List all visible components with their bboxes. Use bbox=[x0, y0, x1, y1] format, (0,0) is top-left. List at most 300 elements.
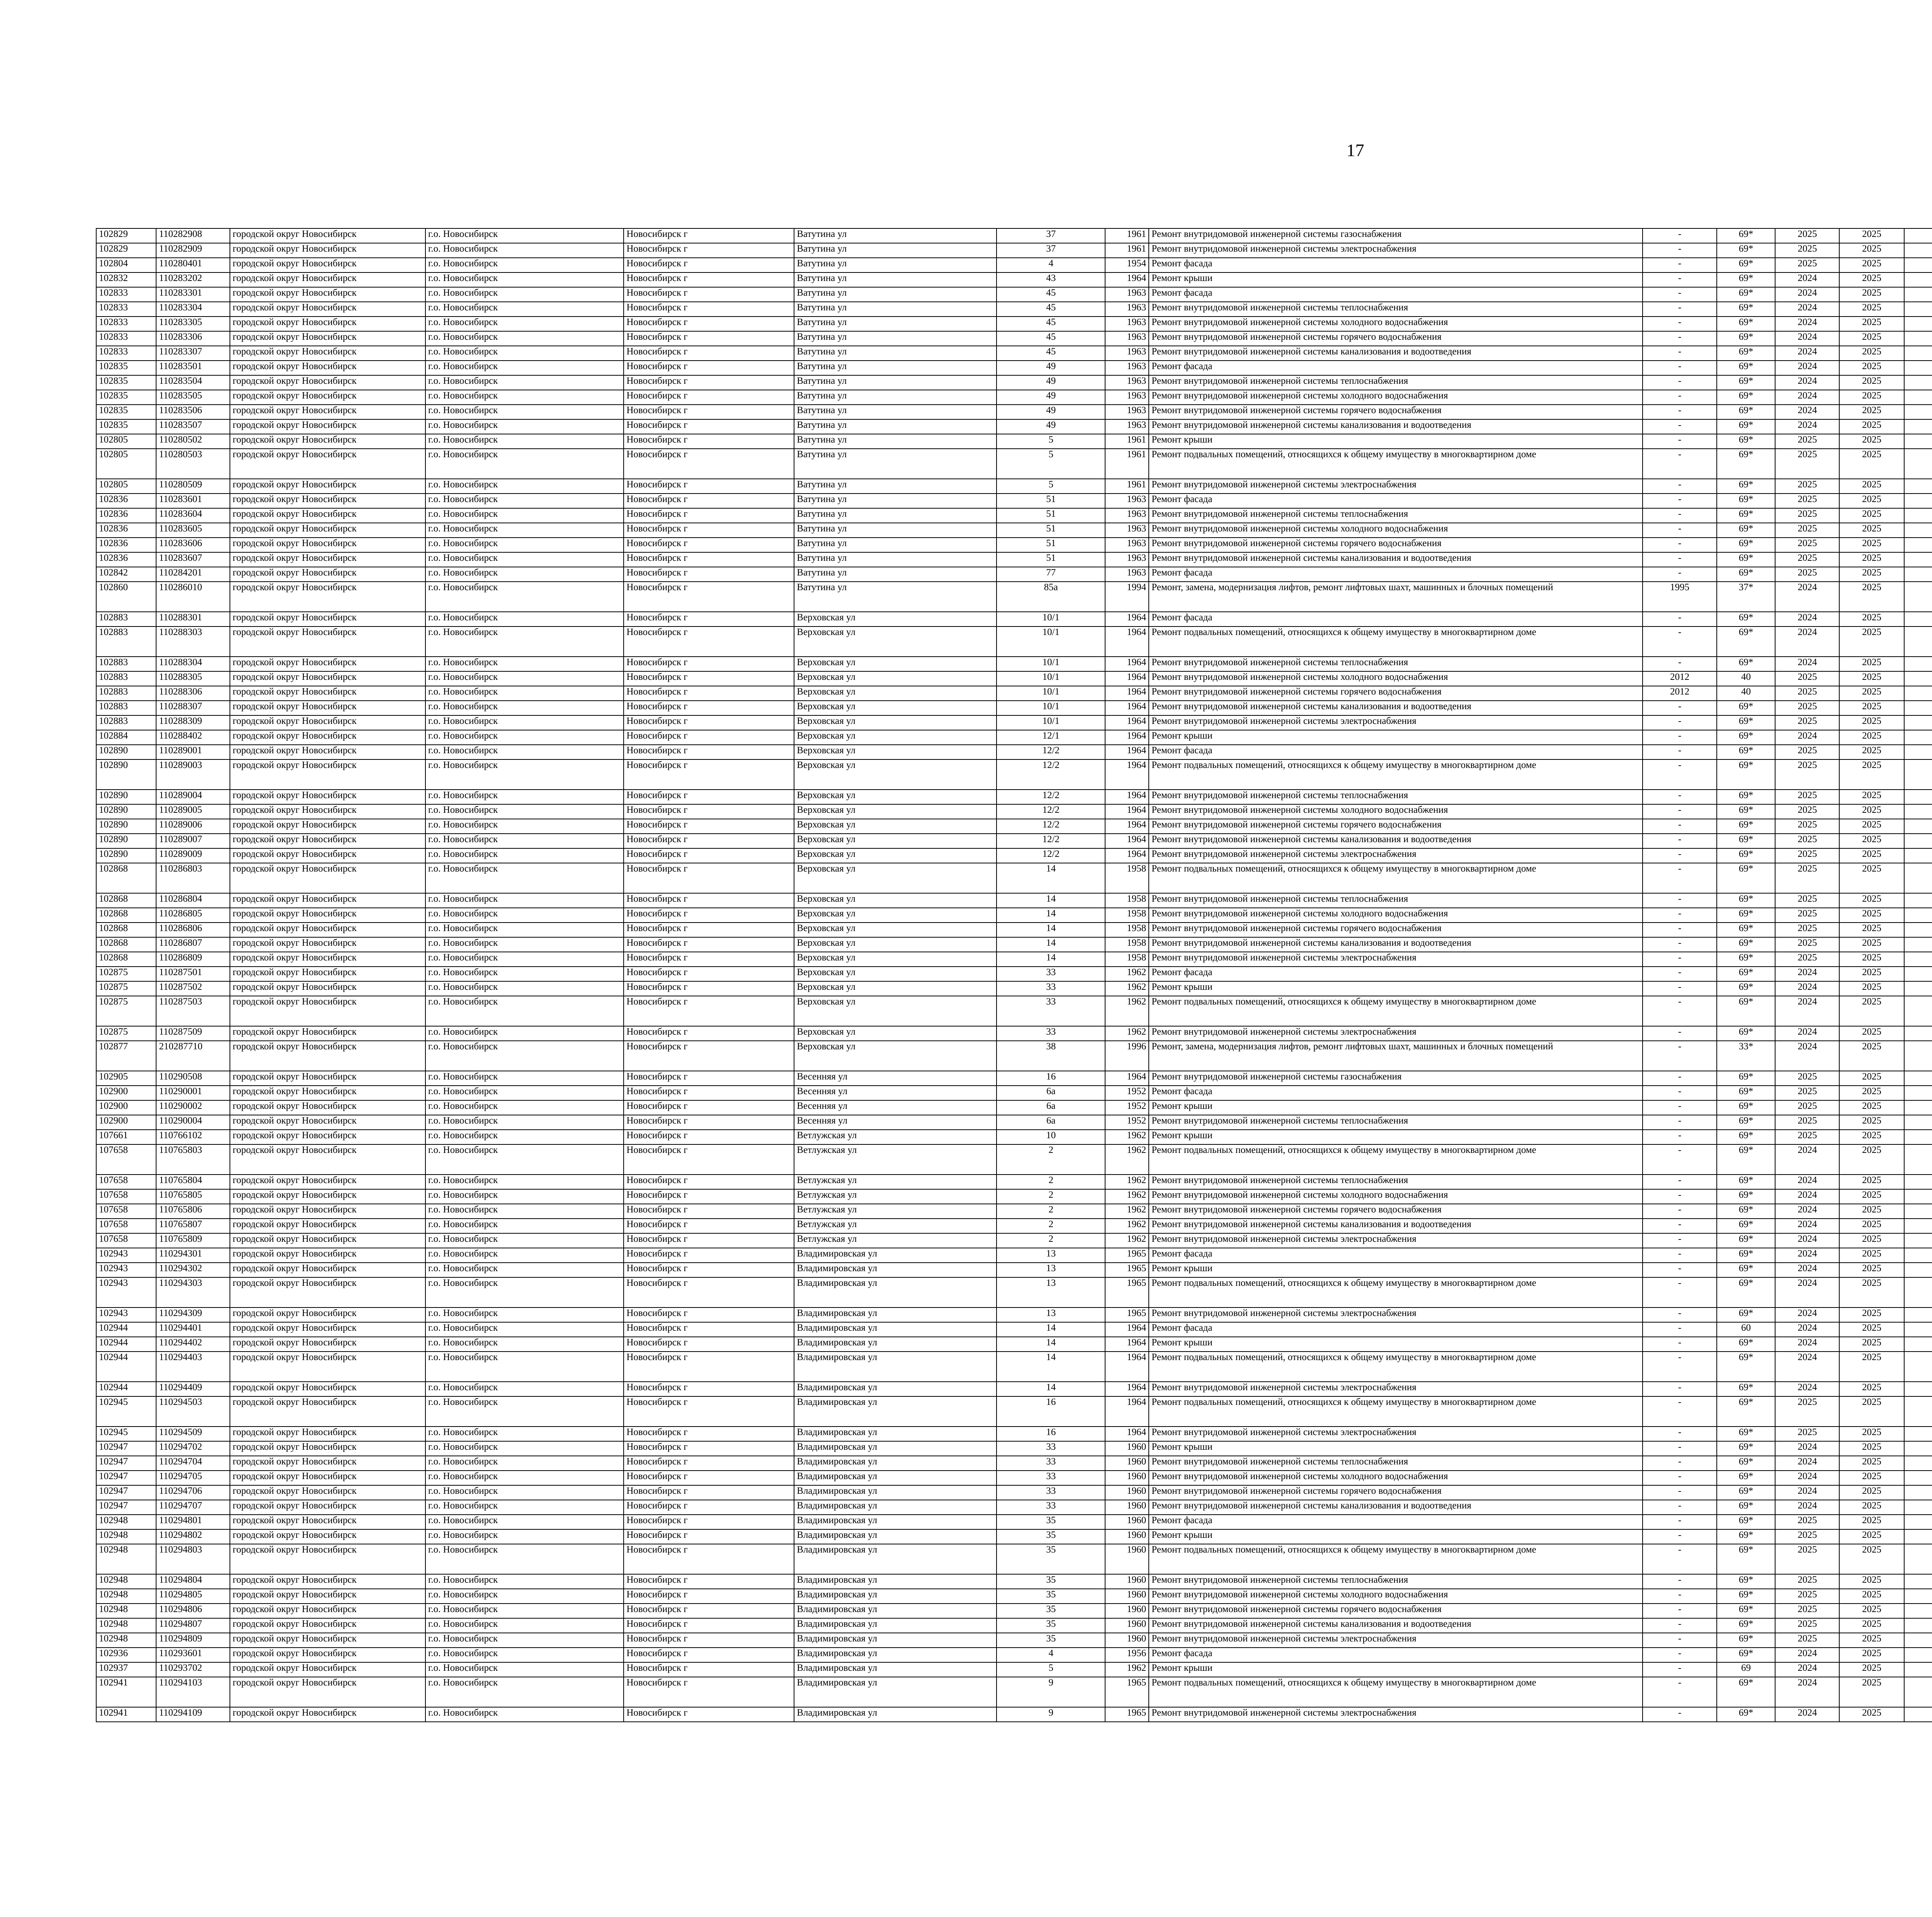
city-cell: Новосибирск г bbox=[624, 287, 794, 302]
cost-total-cell bbox=[1904, 1175, 1932, 1189]
cost-total-cell bbox=[1904, 657, 1932, 671]
last-repair-year-cell: - bbox=[1643, 1263, 1717, 1277]
work-type-cell: Ремонт внутридомовой инженерной системы канализования и водоотведения bbox=[1149, 1219, 1643, 1233]
finish-year-cell: 2025 bbox=[1839, 612, 1904, 627]
last-repair-year-cell: - bbox=[1643, 981, 1717, 996]
work-type-cell: Ремонт внутридомовой инженерной системы теплоснабжения bbox=[1149, 1175, 1643, 1189]
build-year-cell: 1962 bbox=[1105, 1219, 1149, 1233]
city-cell: Новосибирск г bbox=[624, 449, 794, 479]
house-number-cell: 51 bbox=[997, 523, 1105, 538]
table-row bbox=[96, 908, 1932, 923]
build-year-cell: 1960 bbox=[1105, 1544, 1149, 1574]
city-cell: Новосибирск г bbox=[624, 1175, 794, 1189]
work-type-cell: Ремонт внутридомовой инженерной системы теплоснабжения bbox=[1149, 1115, 1643, 1130]
city-cell: Новосибирск г bbox=[624, 996, 794, 1026]
cost-total-cell bbox=[1904, 701, 1932, 715]
table-row bbox=[96, 952, 1932, 967]
table-row bbox=[96, 449, 1932, 479]
city-cell: Новосибирск г bbox=[624, 701, 794, 715]
wear-cell: 69* bbox=[1717, 479, 1775, 494]
plan-year-cell: 2025 bbox=[1775, 258, 1839, 272]
street-cell: Владимировская ул bbox=[794, 1544, 997, 1574]
house-id-cell: 102948 bbox=[96, 1618, 156, 1633]
municipality-cell: г.о. Новосибирск bbox=[425, 405, 624, 419]
cost-total-cell bbox=[1904, 1041, 1932, 1071]
district-cell: городской округ Новосибирск bbox=[230, 1604, 425, 1618]
cost-total-cell bbox=[1904, 523, 1932, 538]
finish-year-cell: 2025 bbox=[1839, 730, 1904, 745]
plan-year-cell: 2025 bbox=[1775, 1529, 1839, 1544]
house-id-cell: 102890 bbox=[96, 745, 156, 759]
work-id-cell: 110294704 bbox=[156, 1456, 230, 1471]
table-row bbox=[96, 1352, 1932, 1382]
wear-cell: 69* bbox=[1717, 627, 1775, 657]
house-id-cell: 102868 bbox=[96, 923, 156, 937]
street-cell: Верховская ул bbox=[794, 834, 997, 848]
plan-year-cell: 2025 bbox=[1775, 923, 1839, 937]
last-repair-year-cell: 1995 bbox=[1643, 582, 1717, 612]
house-id-cell: 102868 bbox=[96, 863, 156, 893]
house-id-cell: 102948 bbox=[96, 1604, 156, 1618]
cost-total-cell bbox=[1904, 893, 1932, 908]
cost-total-cell bbox=[1904, 1604, 1932, 1618]
table-row bbox=[96, 612, 1932, 627]
wear-cell: 69* bbox=[1717, 952, 1775, 967]
table-row bbox=[96, 243, 1932, 258]
finish-year-cell: 2025 bbox=[1839, 657, 1904, 671]
street-cell: Весенняя ул bbox=[794, 1100, 997, 1115]
cost-total-cell bbox=[1904, 228, 1932, 243]
last-repair-year-cell: - bbox=[1643, 715, 1717, 730]
finish-year-cell: 2025 bbox=[1839, 390, 1904, 405]
work-id-cell: 110289005 bbox=[156, 804, 230, 819]
work-id-cell: 110286806 bbox=[156, 923, 230, 937]
wear-cell: 69* bbox=[1717, 243, 1775, 258]
work-id-cell: 110286804 bbox=[156, 893, 230, 908]
finish-year-cell: 2025 bbox=[1839, 893, 1904, 908]
house-number-cell: 9 bbox=[997, 1707, 1105, 1722]
work-id-cell: 110294707 bbox=[156, 1500, 230, 1515]
wear-cell: 69* bbox=[1717, 1471, 1775, 1485]
work-id-cell: 110293702 bbox=[156, 1662, 230, 1677]
work-type-cell: Ремонт внутридомовой инженерной системы холодного водоснабжения bbox=[1149, 1189, 1643, 1204]
plan-year-cell: 2024 bbox=[1775, 981, 1839, 996]
street-cell: Владимировская ул bbox=[794, 1441, 997, 1456]
work-type-cell: Ремонт фасада bbox=[1149, 1515, 1643, 1529]
work-id-cell: 110283307 bbox=[156, 346, 230, 361]
city-cell: Новосибирск г bbox=[624, 730, 794, 745]
municipality-cell: г.о. Новосибирск bbox=[425, 1189, 624, 1204]
plan-year-cell: 2024 bbox=[1775, 657, 1839, 671]
table-row bbox=[96, 671, 1932, 686]
house-number-cell: 10/1 bbox=[997, 657, 1105, 671]
city-cell: Новосибирск г bbox=[624, 804, 794, 819]
wear-cell: 69* bbox=[1717, 302, 1775, 317]
last-repair-year-cell: - bbox=[1643, 1086, 1717, 1100]
plan-year-cell: 2025 bbox=[1775, 1086, 1839, 1100]
plan-year-cell: 2024 bbox=[1775, 390, 1839, 405]
build-year-cell: 1960 bbox=[1105, 1485, 1149, 1500]
build-year-cell: 1962 bbox=[1105, 1204, 1149, 1219]
municipality-cell: г.о. Новосибирск bbox=[425, 1471, 624, 1485]
house-id-cell: 107661 bbox=[96, 1130, 156, 1144]
municipality-cell: г.о. Новосибирск bbox=[425, 317, 624, 331]
city-cell: Новосибирск г bbox=[624, 1233, 794, 1248]
city-cell: Новосибирск г bbox=[624, 1071, 794, 1086]
build-year-cell: 1962 bbox=[1105, 1662, 1149, 1677]
wear-cell: 69* bbox=[1717, 228, 1775, 243]
finish-year-cell: 2025 bbox=[1839, 1456, 1904, 1471]
house-number-cell: 35 bbox=[997, 1574, 1105, 1589]
municipality-cell: г.о. Новосибирск bbox=[425, 1396, 624, 1427]
build-year-cell: 1962 bbox=[1105, 1175, 1149, 1189]
plan-year-cell: 2025 bbox=[1775, 1633, 1839, 1648]
build-year-cell: 1960 bbox=[1105, 1500, 1149, 1515]
street-cell: Ветлужская ул bbox=[794, 1189, 997, 1204]
plan-year-cell: 2024 bbox=[1775, 1263, 1839, 1277]
district-cell: городской округ Новосибирск bbox=[230, 1515, 425, 1529]
finish-year-cell: 2025 bbox=[1839, 1337, 1904, 1352]
table-row bbox=[96, 552, 1932, 567]
street-cell: Верховская ул bbox=[794, 745, 997, 759]
work-id-cell: 110765806 bbox=[156, 1204, 230, 1219]
last-repair-year-cell: - bbox=[1643, 759, 1717, 790]
street-cell: Владимировская ул bbox=[794, 1574, 997, 1589]
plan-year-cell: 2025 bbox=[1775, 1515, 1839, 1529]
table-row bbox=[96, 937, 1932, 952]
house-id-cell: 107658 bbox=[96, 1219, 156, 1233]
street-cell: Ватутина ул bbox=[794, 287, 997, 302]
city-cell: Новосибирск г bbox=[624, 1618, 794, 1633]
build-year-cell: 1964 bbox=[1105, 1427, 1149, 1441]
finish-year-cell: 2025 bbox=[1839, 552, 1904, 567]
last-repair-year-cell: - bbox=[1643, 1026, 1717, 1041]
build-year-cell: 1960 bbox=[1105, 1515, 1149, 1529]
house-number-cell: 35 bbox=[997, 1529, 1105, 1544]
table-row bbox=[96, 1248, 1932, 1263]
house-id-cell: 102890 bbox=[96, 804, 156, 819]
plan-year-cell: 2025 bbox=[1775, 552, 1839, 567]
city-cell: Новосибирск г bbox=[624, 1382, 794, 1396]
work-id-cell: 110280503 bbox=[156, 449, 230, 479]
finish-year-cell: 2025 bbox=[1839, 804, 1904, 819]
table-row bbox=[96, 1427, 1932, 1441]
work-type-cell: Ремонт крыши bbox=[1149, 1441, 1643, 1456]
cost-total-cell bbox=[1904, 317, 1932, 331]
table-row bbox=[96, 893, 1932, 908]
plan-year-cell: 2025 bbox=[1775, 508, 1839, 523]
city-cell: Новосибирск г bbox=[624, 1544, 794, 1574]
work-id-cell: 110286809 bbox=[156, 952, 230, 967]
plan-year-cell: 2025 bbox=[1775, 567, 1839, 582]
last-repair-year-cell: - bbox=[1643, 1130, 1717, 1144]
cost-total-cell bbox=[1904, 1086, 1932, 1100]
last-repair-year-cell: - bbox=[1643, 567, 1717, 582]
work-type-cell: Ремонт внутридомовой инженерной системы канализования и водоотведения bbox=[1149, 346, 1643, 361]
house-id-cell: 102890 bbox=[96, 759, 156, 790]
municipality-cell: г.о. Новосибирск bbox=[425, 1337, 624, 1352]
last-repair-year-cell: - bbox=[1643, 1175, 1717, 1189]
work-type-cell: Ремонт внутридомовой инженерной системы электроснабжения bbox=[1149, 1026, 1643, 1041]
table-row bbox=[96, 745, 1932, 759]
last-repair-year-cell: - bbox=[1643, 937, 1717, 952]
build-year-cell: 1965 bbox=[1105, 1308, 1149, 1322]
work-id-cell: 110289007 bbox=[156, 834, 230, 848]
finish-year-cell: 2025 bbox=[1839, 317, 1904, 331]
street-cell: Владимировская ул bbox=[794, 1707, 997, 1722]
city-cell: Новосибирск г bbox=[624, 1337, 794, 1352]
work-id-cell: 110289001 bbox=[156, 745, 230, 759]
finish-year-cell: 2025 bbox=[1839, 908, 1904, 923]
wear-cell: 69* bbox=[1717, 730, 1775, 745]
work-id-cell: 110289009 bbox=[156, 848, 230, 863]
street-cell: Ватутина ул bbox=[794, 331, 997, 346]
house-number-cell: 2 bbox=[997, 1204, 1105, 1219]
build-year-cell: 1965 bbox=[1105, 1707, 1149, 1722]
work-id-cell: 110280401 bbox=[156, 258, 230, 272]
work-type-cell: Ремонт внутридомовой инженерной системы горячего водоснабжения bbox=[1149, 1604, 1643, 1618]
municipality-cell: г.о. Новосибирск bbox=[425, 1263, 624, 1277]
work-id-cell: 110294103 bbox=[156, 1677, 230, 1707]
street-cell: Владимировская ул bbox=[794, 1500, 997, 1515]
municipality-cell: г.о. Новосибирск bbox=[425, 346, 624, 361]
street-cell: Верховская ул bbox=[794, 715, 997, 730]
house-number-cell: 13 bbox=[997, 1277, 1105, 1308]
work-id-cell: 110289004 bbox=[156, 790, 230, 804]
finish-year-cell: 2025 bbox=[1839, 1589, 1904, 1604]
district-cell: городской округ Новосибирск bbox=[230, 1396, 425, 1427]
district-cell: городской округ Новосибирск bbox=[230, 686, 425, 701]
street-cell: Ватутина ул bbox=[794, 317, 997, 331]
plan-year-cell: 2024 bbox=[1775, 1662, 1839, 1677]
finish-year-cell: 2025 bbox=[1839, 1677, 1904, 1707]
plan-year-cell: 2024 bbox=[1775, 1648, 1839, 1662]
city-cell: Новосибирск г bbox=[624, 582, 794, 612]
work-id-cell: 110294803 bbox=[156, 1544, 230, 1574]
house-number-cell: 51 bbox=[997, 538, 1105, 552]
work-type-cell: Ремонт крыши bbox=[1149, 730, 1643, 745]
district-cell: городской округ Новосибирск bbox=[230, 1529, 425, 1544]
work-type-cell: Ремонт внутридомовой инженерной системы теплоснабжения bbox=[1149, 657, 1643, 671]
municipality-cell: г.о. Новосибирск bbox=[425, 1515, 624, 1529]
wear-cell: 69* bbox=[1717, 1485, 1775, 1500]
municipality-cell: г.о. Новосибирск bbox=[425, 1277, 624, 1308]
cost-total-cell bbox=[1904, 1662, 1932, 1677]
work-id-cell: 110280509 bbox=[156, 479, 230, 494]
finish-year-cell: 2025 bbox=[1839, 1618, 1904, 1633]
wear-cell: 69* bbox=[1717, 1219, 1775, 1233]
build-year-cell: 1964 bbox=[1105, 701, 1149, 715]
house-id-cell: 102833 bbox=[96, 331, 156, 346]
district-cell: городской округ Новосибирск bbox=[230, 1471, 425, 1485]
district-cell: городской округ Новосибирск bbox=[230, 567, 425, 582]
work-type-cell: Ремонт подвальных помещений, относящихся к общему имуществу в многоквартирном доме bbox=[1149, 627, 1643, 657]
district-cell: городской округ Новосибирск bbox=[230, 893, 425, 908]
house-id-cell: 102941 bbox=[96, 1677, 156, 1707]
work-id-cell: 110290002 bbox=[156, 1100, 230, 1115]
cost-total-cell bbox=[1904, 302, 1932, 317]
cost-total-cell bbox=[1904, 1071, 1932, 1086]
house-number-cell: 14 bbox=[997, 1382, 1105, 1396]
street-cell: Владимировская ул bbox=[794, 1529, 997, 1544]
work-id-cell: 110282908 bbox=[156, 228, 230, 243]
street-cell: Верховская ул bbox=[794, 996, 997, 1026]
plan-year-cell: 2024 bbox=[1775, 346, 1839, 361]
finish-year-cell: 2025 bbox=[1839, 1308, 1904, 1322]
table-row bbox=[96, 1544, 1932, 1574]
house-number-cell: 33 bbox=[997, 1456, 1105, 1471]
house-id-cell: 102833 bbox=[96, 287, 156, 302]
district-cell: городской округ Новосибирск bbox=[230, 908, 425, 923]
wear-cell: 69* bbox=[1717, 1337, 1775, 1352]
last-repair-year-cell: - bbox=[1643, 1456, 1717, 1471]
house-id-cell: 107658 bbox=[96, 1233, 156, 1248]
last-repair-year-cell: - bbox=[1643, 361, 1717, 375]
finish-year-cell: 2025 bbox=[1839, 1277, 1904, 1308]
work-type-cell: Ремонт внутридомовой инженерной системы горячего водоснабжения bbox=[1149, 1204, 1643, 1219]
build-year-cell: 1964 bbox=[1105, 819, 1149, 834]
district-cell: городской округ Новосибирск bbox=[230, 1115, 425, 1130]
work-type-cell: Ремонт крыши bbox=[1149, 1662, 1643, 1677]
build-year-cell: 1963 bbox=[1105, 331, 1149, 346]
table-row bbox=[96, 863, 1932, 893]
house-id-cell: 102833 bbox=[96, 317, 156, 331]
wear-cell: 69* bbox=[1717, 1071, 1775, 1086]
build-year-cell: 1964 bbox=[1105, 1322, 1149, 1337]
municipality-cell: г.о. Новосибирск bbox=[425, 1574, 624, 1589]
house-number-cell: 33 bbox=[997, 1485, 1105, 1500]
city-cell: Новосибирск г bbox=[624, 657, 794, 671]
build-year-cell: 1964 bbox=[1105, 790, 1149, 804]
district-cell: городской округ Новосибирск bbox=[230, 1071, 425, 1086]
municipality-cell: г.о. Новосибирск bbox=[425, 331, 624, 346]
plan-year-cell: 2024 bbox=[1775, 1308, 1839, 1322]
work-type-cell: Ремонт внутридомовой инженерной системы электроснабжения bbox=[1149, 243, 1643, 258]
street-cell: Ветлужская ул bbox=[794, 1233, 997, 1248]
city-cell: Новосибирск г bbox=[624, 1589, 794, 1604]
street-cell: Владимировская ул bbox=[794, 1604, 997, 1618]
work-id-cell: 110288304 bbox=[156, 657, 230, 671]
cost-total-cell bbox=[1904, 834, 1932, 848]
city-cell: Новосибирск г bbox=[624, 937, 794, 952]
street-cell: Верховская ул bbox=[794, 1041, 997, 1071]
plan-year-cell: 2025 bbox=[1775, 1071, 1839, 1086]
finish-year-cell: 2025 bbox=[1839, 1427, 1904, 1441]
district-cell: городской округ Новосибирск bbox=[230, 937, 425, 952]
street-cell: Верховская ул bbox=[794, 627, 997, 657]
table-row bbox=[96, 1707, 1932, 1722]
finish-year-cell: 2025 bbox=[1839, 1471, 1904, 1485]
build-year-cell: 1965 bbox=[1105, 1277, 1149, 1308]
district-cell: городской округ Новосибирск bbox=[230, 494, 425, 508]
street-cell: Владимировская ул bbox=[794, 1471, 997, 1485]
house-id-cell: 102944 bbox=[96, 1337, 156, 1352]
municipality-cell: г.о. Новосибирск bbox=[425, 908, 624, 923]
wear-cell: 69* bbox=[1717, 819, 1775, 834]
last-repair-year-cell: 2012 bbox=[1643, 671, 1717, 686]
plan-year-cell: 2025 bbox=[1775, 819, 1839, 834]
wear-cell: 69* bbox=[1717, 1529, 1775, 1544]
work-id-cell: 110290004 bbox=[156, 1115, 230, 1130]
finish-year-cell: 2025 bbox=[1839, 1263, 1904, 1277]
finish-year-cell: 2025 bbox=[1839, 834, 1904, 848]
city-cell: Новосибирск г bbox=[624, 1677, 794, 1707]
house-id-cell: 102948 bbox=[96, 1633, 156, 1648]
finish-year-cell: 2025 bbox=[1839, 1396, 1904, 1427]
build-year-cell: 1964 bbox=[1105, 1396, 1149, 1427]
build-year-cell: 1962 bbox=[1105, 981, 1149, 996]
house-number-cell: 51 bbox=[997, 494, 1105, 508]
finish-year-cell: 2025 bbox=[1839, 923, 1904, 937]
finish-year-cell: 2025 bbox=[1839, 258, 1904, 272]
plan-year-cell: 2025 bbox=[1775, 745, 1839, 759]
wear-cell: 69* bbox=[1717, 508, 1775, 523]
wear-cell: 69* bbox=[1717, 701, 1775, 715]
cost-total-cell bbox=[1904, 730, 1932, 745]
city-cell: Новосибирск г bbox=[624, 1352, 794, 1382]
table-row bbox=[96, 1263, 1932, 1277]
cost-total-cell bbox=[1904, 1633, 1932, 1648]
work-type-cell: Ремонт крыши bbox=[1149, 434, 1643, 449]
street-cell: Владимировская ул bbox=[794, 1277, 997, 1308]
work-id-cell: 110283301 bbox=[156, 287, 230, 302]
municipality-cell: г.о. Новосибирск bbox=[425, 1604, 624, 1618]
build-year-cell: 1963 bbox=[1105, 390, 1149, 405]
table-row bbox=[96, 494, 1932, 508]
house-id-cell: 102860 bbox=[96, 582, 156, 612]
cost-total-cell bbox=[1904, 715, 1932, 730]
work-id-cell: 110294706 bbox=[156, 1485, 230, 1500]
build-year-cell: 1964 bbox=[1105, 715, 1149, 730]
city-cell: Новосибирск г bbox=[624, 790, 794, 804]
finish-year-cell: 2025 bbox=[1839, 331, 1904, 346]
city-cell: Новосибирск г bbox=[624, 1086, 794, 1100]
district-cell: городской округ Новосибирск bbox=[230, 508, 425, 523]
house-number-cell: 49 bbox=[997, 419, 1105, 434]
municipality-cell: г.о. Новосибирск bbox=[425, 1427, 624, 1441]
wear-cell: 37* bbox=[1717, 582, 1775, 612]
cost-total-cell bbox=[1904, 627, 1932, 657]
cost-total-cell bbox=[1904, 538, 1932, 552]
house-id-cell: 102948 bbox=[96, 1589, 156, 1604]
city-cell: Новосибирск г bbox=[624, 981, 794, 996]
last-repair-year-cell: - bbox=[1643, 302, 1717, 317]
street-cell: Владимировская ул bbox=[794, 1677, 997, 1707]
plan-year-cell: 2024 bbox=[1775, 996, 1839, 1026]
work-id-cell: 110283605 bbox=[156, 523, 230, 538]
city-cell: Новосибирск г bbox=[624, 243, 794, 258]
house-number-cell: 35 bbox=[997, 1515, 1105, 1529]
build-year-cell: 1960 bbox=[1105, 1618, 1149, 1633]
municipality-cell: г.о. Новосибирск bbox=[425, 923, 624, 937]
district-cell: городской округ Новосибирск bbox=[230, 1308, 425, 1322]
city-cell: Новосибирск г bbox=[624, 1322, 794, 1337]
plan-year-cell: 2025 bbox=[1775, 834, 1839, 848]
wear-cell: 69* bbox=[1717, 612, 1775, 627]
table-row bbox=[96, 1515, 1932, 1529]
house-number-cell: 51 bbox=[997, 508, 1105, 523]
city-cell: Новосибирск г bbox=[624, 1263, 794, 1277]
district-cell: городской округ Новосибирск bbox=[230, 1633, 425, 1648]
cost-total-cell bbox=[1904, 1352, 1932, 1382]
house-id-cell: 102805 bbox=[96, 434, 156, 449]
street-cell: Ватутина ул bbox=[794, 508, 997, 523]
work-type-cell: Ремонт фасада bbox=[1149, 258, 1643, 272]
table-row bbox=[96, 272, 1932, 287]
finish-year-cell: 2025 bbox=[1839, 686, 1904, 701]
city-cell: Новосибирск г bbox=[624, 1574, 794, 1589]
work-id-cell: 110765809 bbox=[156, 1233, 230, 1248]
